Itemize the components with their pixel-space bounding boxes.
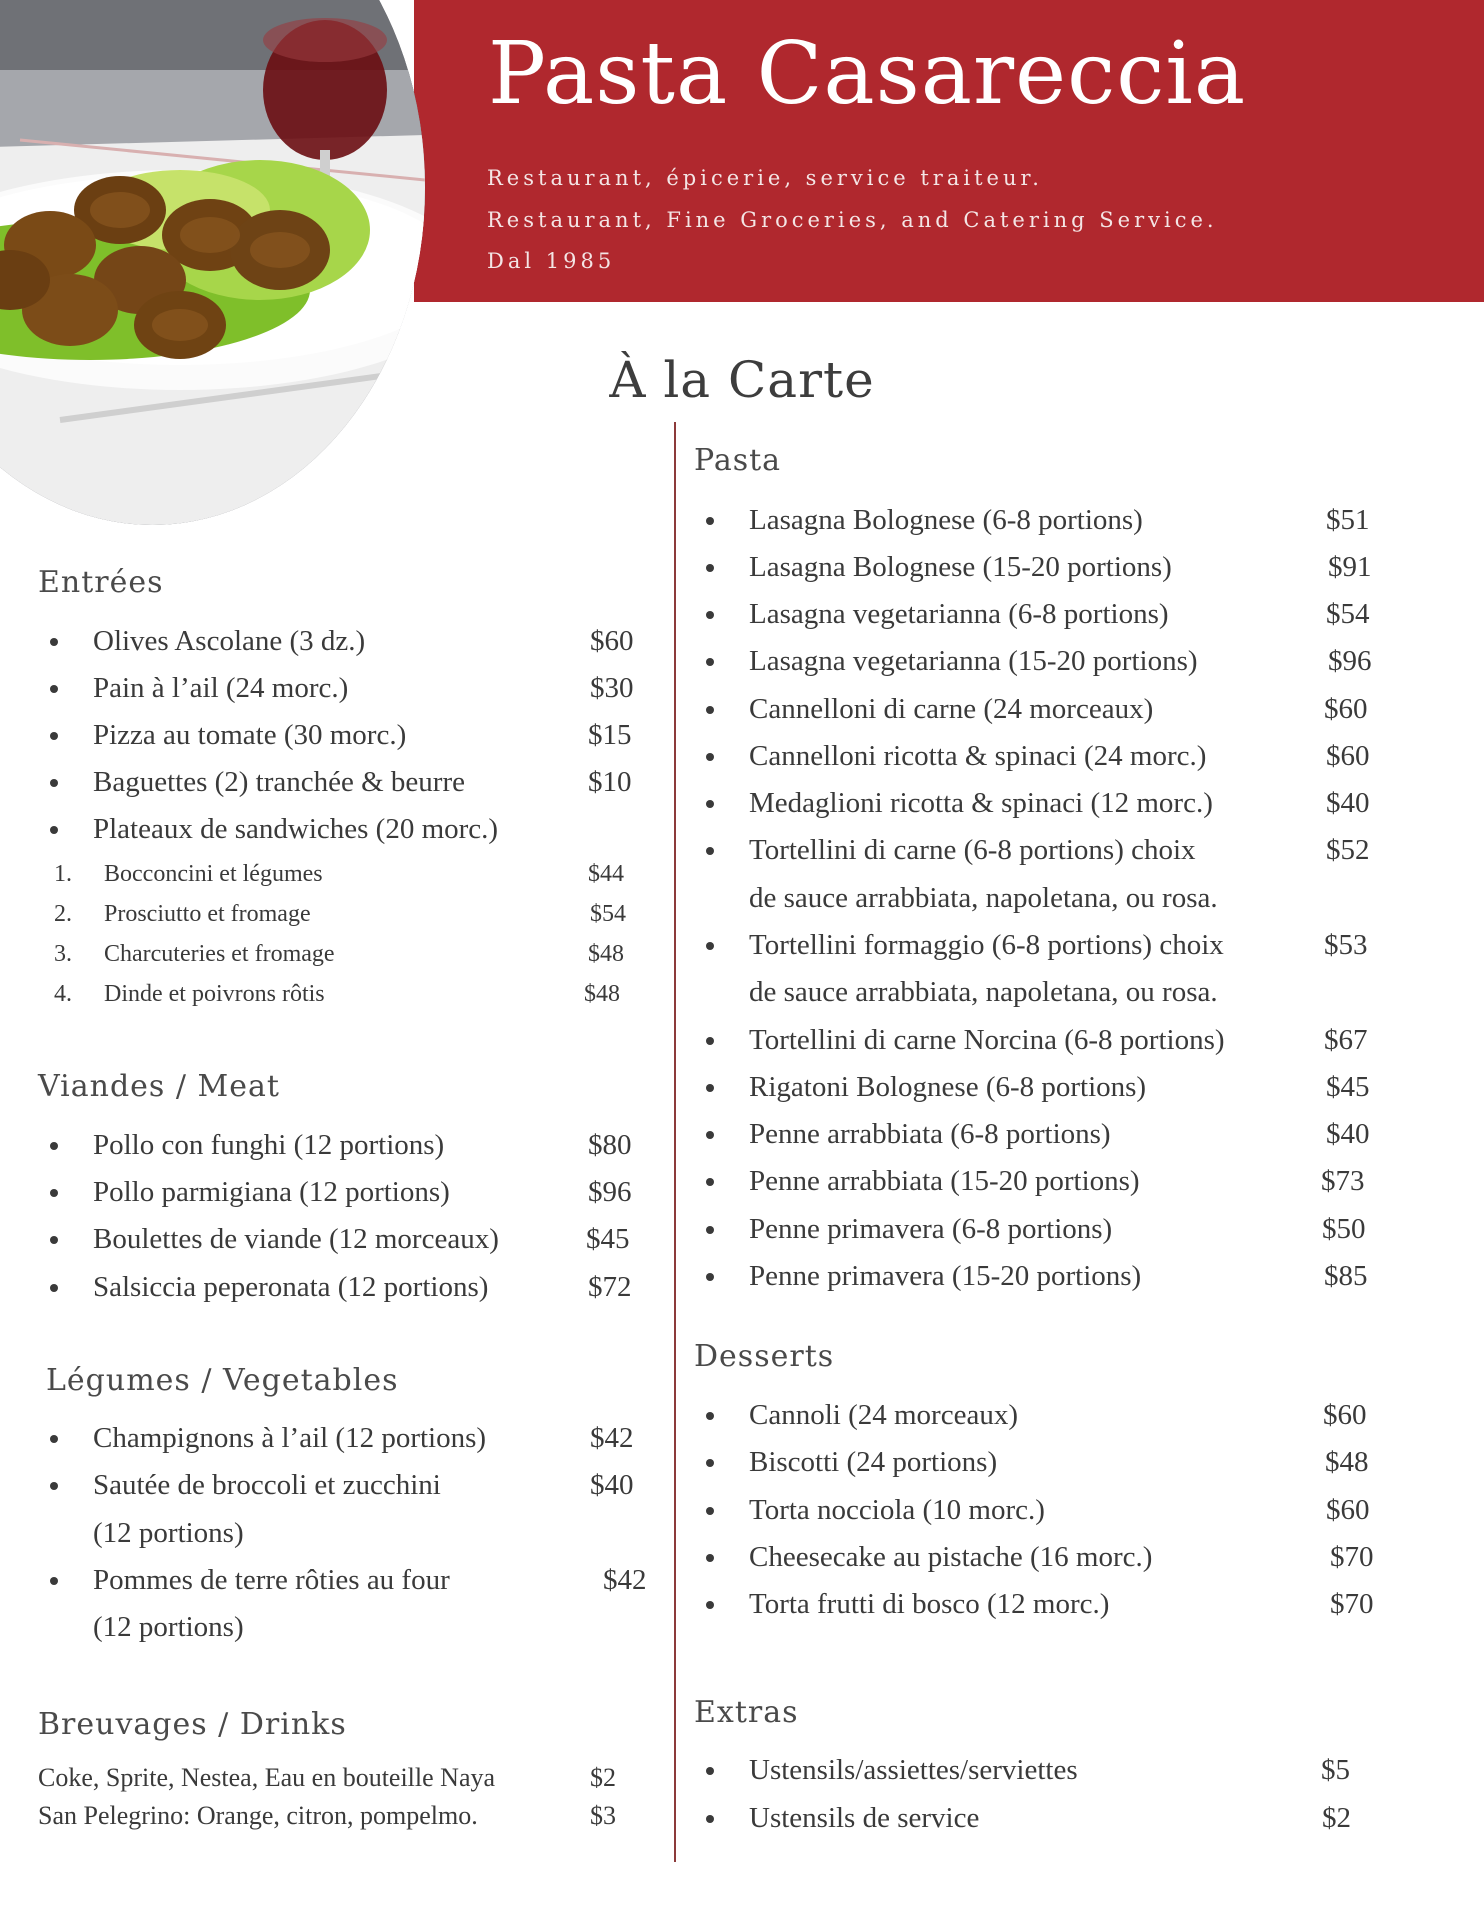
bullet-icon — [706, 706, 714, 714]
item-name: Tortellini di carne (6-8 portions) choix — [749, 834, 1196, 866]
section-title-desserts: Desserts — [694, 1339, 835, 1374]
item-price: $72 — [588, 1271, 632, 1303]
bullet-icon — [706, 847, 714, 855]
item-number: 4. — [54, 981, 72, 1007]
item-price: $3 — [590, 1801, 616, 1830]
column-divider — [674, 422, 676, 1862]
bullet-icon — [50, 779, 58, 787]
item-price: $54 — [1326, 598, 1370, 630]
item-name: Lasagna vegetarianna (6-8 portions) — [749, 598, 1169, 630]
bullet-icon — [706, 1273, 714, 1281]
bullet-icon — [50, 1482, 58, 1490]
item-name: Cannoli (24 morceaux) — [749, 1399, 1018, 1431]
item-price: $30 — [590, 672, 634, 704]
bullet-icon — [50, 732, 58, 740]
item-price: $70 — [1330, 1588, 1374, 1620]
item-price: $53 — [1324, 929, 1368, 961]
bullet-icon — [706, 1131, 714, 1139]
item-name: Bocconcini et légumes — [104, 861, 323, 887]
item-name: Lasagna Bolognese (15-20 portions) — [749, 551, 1172, 583]
item-price: $91 — [1328, 551, 1372, 583]
item-price: $15 — [588, 719, 632, 751]
a-la-carte-heading: À la Carte — [609, 351, 875, 409]
bullet-icon — [706, 1226, 714, 1234]
item-price: $48 — [1325, 1446, 1369, 1478]
bullet-icon — [50, 1236, 58, 1244]
bullet-icon — [706, 1084, 714, 1092]
item-price: $96 — [1328, 645, 1372, 677]
item-price: $60 — [1326, 740, 1370, 772]
item-price: $48 — [588, 941, 624, 967]
item-price: $48 — [584, 981, 620, 1007]
bullet-icon — [706, 753, 714, 761]
tagline-since: Dal 1985 — [487, 249, 616, 273]
item-price: $2 — [1322, 1802, 1351, 1834]
item-name: Salsiccia peperonata (12 portions) — [93, 1271, 489, 1303]
item-name: Ustensils/assiettes/serviettes — [749, 1754, 1078, 1786]
bullet-icon — [706, 1037, 714, 1045]
item-name: Coke, Sprite, Nestea, Eau en bouteille Naya — [38, 1763, 496, 1792]
item-name: Prosciutto et fromage — [104, 901, 311, 927]
item-name: Cannelloni di carne (24 morceaux) — [749, 693, 1154, 725]
bullet-icon — [50, 1142, 58, 1150]
item-name: San Pelegrino: Orange, citron, pompelmo. — [38, 1801, 478, 1830]
item-name: Medaglioni ricotta & spinaci (12 morc.) — [749, 787, 1213, 819]
section-title-vegetables: Légumes / Vegetables — [46, 1363, 399, 1398]
bullet-icon — [50, 1577, 58, 1585]
item-name: Tortellini formaggio (6-8 portions) choix — [749, 929, 1224, 961]
item-price: $70 — [1330, 1541, 1374, 1573]
item-price: $50 — [1322, 1213, 1366, 1245]
bullet-icon — [706, 564, 714, 572]
item-price: $40 — [1326, 1118, 1370, 1150]
bullet-icon — [50, 1189, 58, 1197]
item-name: Dinde et poivrons rôtis — [104, 981, 325, 1007]
item-price: $60 — [1324, 693, 1368, 725]
item-name: Lasagna Bolognese (6-8 portions) — [749, 504, 1143, 536]
bullet-icon — [50, 638, 58, 646]
item-name: Biscotti (24 portions) — [749, 1446, 998, 1478]
item-continuation: de sauce arrabbiata, napoletana, ou rosa. — [749, 882, 1218, 914]
item-price: $5 — [1321, 1754, 1350, 1786]
item-name: Lasagna vegetarianna (15-20 portions) — [749, 645, 1198, 677]
bullet-icon — [706, 1507, 714, 1515]
item-name: Sautée de broccoli et zucchini — [93, 1469, 441, 1501]
item-price: $96 — [588, 1176, 632, 1208]
bullet-icon — [706, 1178, 714, 1186]
item-name: Penne primavera (6-8 portions) — [749, 1213, 1113, 1245]
item-name: Rigatoni Bolognese (6-8 portions) — [749, 1071, 1147, 1103]
item-price: $60 — [1326, 1494, 1370, 1526]
item-price: $73 — [1321, 1165, 1365, 1197]
item-price: $60 — [590, 625, 634, 657]
item-name: Olives Ascolane (3 dz.) — [93, 625, 366, 657]
restaurant-title: Pasta Casareccia — [488, 24, 1247, 124]
item-name: Cannelloni ricotta & spinaci (24 morc.) — [749, 740, 1207, 772]
item-price: $42 — [603, 1564, 647, 1596]
bullet-icon — [706, 800, 714, 808]
item-price: $52 — [1326, 834, 1370, 866]
bullet-icon — [50, 1284, 58, 1292]
item-name: Tortellini di carne Norcina (6-8 portions) — [749, 1024, 1225, 1056]
item-name: Pain à l’ail (24 morc.) — [93, 672, 349, 704]
bullet-icon — [706, 1554, 714, 1562]
item-name: Boulettes de viande (12 morceaux) — [93, 1223, 499, 1255]
bullet-icon — [706, 1459, 714, 1467]
item-continuation: (12 portions) — [93, 1611, 244, 1643]
item-price: $2 — [590, 1763, 616, 1792]
item-number: 1. — [54, 861, 72, 887]
bullet-icon — [706, 1767, 714, 1775]
section-title-meat: Viandes / Meat — [38, 1069, 280, 1104]
item-name: Pollo parmigiana (12 portions) — [93, 1176, 450, 1208]
item-price: $10 — [588, 766, 632, 798]
tagline-fr: Restaurant, épicerie, service traiteur. — [487, 166, 1043, 190]
section-title-drinks: Breuvages / Drinks — [38, 1707, 347, 1742]
item-name: Pommes de terre rôties au four — [93, 1564, 450, 1596]
item-name: Penne primavera (15-20 portions) — [749, 1260, 1142, 1292]
item-continuation: (12 portions) — [93, 1517, 244, 1549]
item-number: 2. — [54, 901, 72, 927]
item-name: Baguettes (2) tranchée & beurre — [93, 766, 465, 798]
item-price: $40 — [590, 1469, 634, 1501]
item-name: Pollo con funghi (12 portions) — [93, 1129, 445, 1161]
item-name: Charcuteries et fromage — [104, 941, 335, 967]
item-name: Cheesecake au pistache (16 morc.) — [749, 1541, 1153, 1573]
bullet-icon — [706, 1412, 714, 1420]
bullet-icon — [706, 1815, 714, 1823]
item-name: Penne arrabbiata (6-8 portions) — [749, 1118, 1111, 1150]
item-price: $51 — [1326, 504, 1370, 536]
item-name: Plateaux de sandwiches (20 morc.) — [93, 813, 499, 845]
bullet-icon — [50, 1435, 58, 1443]
item-name: Pizza au tomate (30 morc.) — [93, 719, 407, 751]
bullet-icon — [706, 611, 714, 619]
item-price: $45 — [586, 1223, 630, 1255]
bullet-icon — [706, 1601, 714, 1609]
item-price: $60 — [1323, 1399, 1367, 1431]
item-name: Champignons à l’ail (12 portions) — [93, 1422, 487, 1454]
item-name: Torta frutti di bosco (12 morc.) — [749, 1588, 1110, 1620]
bullet-icon — [50, 685, 58, 693]
section-title-entrees: Entrées — [38, 565, 164, 600]
bullet-icon — [706, 658, 714, 666]
section-title-extras: Extras — [694, 1695, 799, 1730]
bullet-icon — [50, 826, 58, 834]
item-name: Torta nocciola (10 morc.) — [749, 1494, 1045, 1526]
item-price: $40 — [1326, 787, 1370, 819]
item-price: $80 — [588, 1129, 632, 1161]
item-price: $42 — [590, 1422, 634, 1454]
arancini-plate-photo — [0, 0, 425, 525]
bullet-icon — [706, 942, 714, 950]
bullet-icon — [706, 517, 714, 525]
item-number: 3. — [54, 941, 72, 967]
section-title-pasta: Pasta — [694, 443, 782, 478]
item-continuation: de sauce arrabbiata, napoletana, ou rosa. — [749, 976, 1218, 1008]
item-price: $54 — [590, 901, 626, 927]
item-price: $85 — [1324, 1260, 1368, 1292]
tagline-en: Restaurant, Fine Groceries, and Catering Service. — [487, 208, 1218, 232]
item-name: Ustensils de service — [749, 1802, 980, 1834]
item-price: $67 — [1324, 1024, 1368, 1056]
item-price: $44 — [588, 861, 624, 887]
item-name: Penne arrabbiata (15-20 portions) — [749, 1165, 1140, 1197]
item-price: $45 — [1326, 1071, 1370, 1103]
